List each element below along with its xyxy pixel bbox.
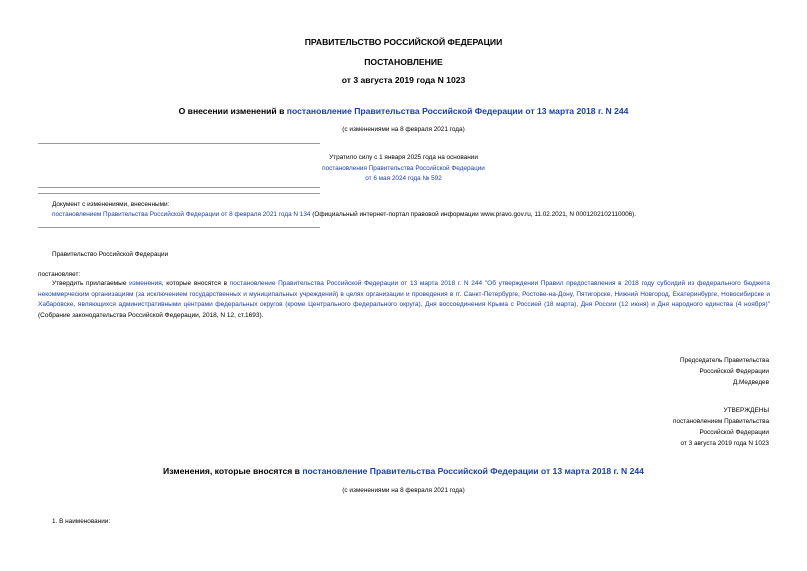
approval-line-2: постановлением Правительства — [673, 418, 769, 425]
annex-title — [0, 466, 807, 476]
approval-line-4: от 3 августа 2019 года N 1023 — [680, 440, 769, 447]
signature-block — [680, 355, 769, 388]
approval-line-3: Российской Федерации — [699, 429, 769, 436]
approval-line-1: УТВЕРЖДЕНЫ — [723, 407, 769, 414]
document-title — [0, 106, 807, 116]
title-link[interactable]: постановление Правительства Российской Федерации от 13 марта 2018 г. N 244 — [286, 106, 629, 116]
approval-block — [673, 405, 769, 449]
status-link-1[interactable]: постановления Правительства Российской Федерации — [322, 165, 485, 172]
status-link-2[interactable]: от 6 мая 2024 года № 592 — [365, 175, 442, 182]
document-type: ПОСТАНОВЛЕНИЕ — [364, 57, 443, 67]
title-edition: (с изменениями на 8 февраля 2021 года) — [342, 126, 465, 133]
p1-text-c: (Собрание законодательства Российской Федерации, 2018, N 12, ст.1693). — [38, 312, 264, 320]
p1-link-changes[interactable]: изменения — [129, 280, 162, 287]
document-date-number: от 3 августа 2019 года N 1023 — [341, 75, 466, 85]
status-line: Утратило силу с 1 января 2025 года на основании — [329, 154, 478, 161]
issuer: Правительство Российской Федерации — [52, 251, 169, 258]
changes-intro: Документ с изменениями, внесенными: — [52, 201, 170, 208]
p1-text-b: , которые вносятся в — [161, 280, 230, 287]
annex-edition: (с изменениями на 8 февраля 2021 года) — [342, 487, 465, 494]
annex-title-prefix: Изменения, которые вносятся в — [163, 466, 303, 476]
p1-link-decree[interactable]: постановление Правительства Российской Федерации от 13 марта 2018 г. N 244 "Об утверждении Правил предоставления в 2018 году субсидий из федерального бюджета некоммерческим организациям (за исключением государственных и муниципальных учреждений) в целях организации и проведения в гг. Санкт-Петербурге, Ростове-на-Дону, Пятигорске, Нижний Новгород, Екатеринбурге, Новосибирске и Хабаровске, являющихся административными центрами федеральных округов (кроме Центрального федерального округа), Дня воссоединения Крыма с Россией (18 марта), Дня России (12 июня) и Дня народного единства (4 ноября)" — [38, 280, 771, 309]
changes-source: (Официальный интернет-портал правовой информации www.pravo.gov.ru, 11.02.2021, N 0001202102110006). — [310, 211, 637, 218]
p1-text-a: Утвердить прилагаемые — [52, 280, 130, 287]
changes-link[interactable]: постановлением Правительства Российской Федерации от 8 февраля 2021 года N 134 — [52, 211, 311, 218]
signature-line-2: Российской Федерации — [699, 368, 769, 375]
signature-line-1: Председатель Правительства — [680, 357, 769, 364]
government-name: ПРАВИТЕЛЬСТВО РОССИЙСКОЙ ФЕДЕРАЦИИ — [304, 37, 503, 47]
divider-bottom — [38, 227, 320, 228]
signature-line-3: Д.Медведев — [732, 379, 769, 386]
divider-mid-1 — [38, 187, 320, 188]
annex-item-1: 1. В наименовании: — [52, 518, 111, 525]
paragraph-1 — [38, 279, 770, 322]
annex-title-link[interactable]: постановление Правительства Российской Федерации от 13 марта 2018 г. N 244 — [302, 466, 644, 476]
divider-top — [38, 143, 320, 144]
title-prefix: О внесении изменений в — [178, 106, 287, 116]
decrees: постановляет: — [38, 271, 81, 278]
changes-reference — [52, 211, 772, 218]
divider-mid-2 — [38, 193, 320, 194]
